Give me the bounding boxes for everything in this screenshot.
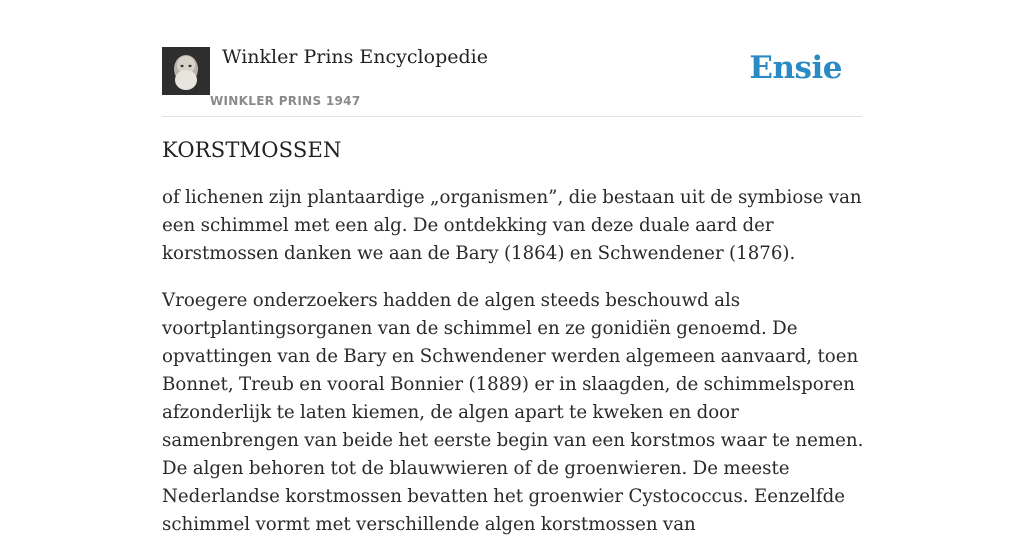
site-title[interactable]: Winkler Prins Encyclopedie <box>222 46 488 68</box>
article-paragraph: of lichenen zijn plantaardige „organismen”, die bestaan uit de symbiose van een schimmel met een alg. De ontdekking van deze duale aard der korstmossen danken we aan de Bary (1864) en Schwendener (1876). <box>162 187 862 264</box>
bearded-man-portrait-icon <box>162 47 210 95</box>
brand-logo[interactable]: Ensie <box>749 50 842 86</box>
article-paragraph: Vroegere onderzoekers hadden de algen steeds beschouwd als voortplantingsorganen van de schimmel en ze gonidiën genoemd. De opvattingen van de Bary en Schwendener werden algemeen aanvaard, toen Bonnet, Treub en vooral Bonnier (1889) er in slaagden, de schimmelsporen afzonderlijk te laten kiemen, de algen apart te kweken en door samenbrengen van beide het eerste begin van een korstmos waar te nemen. De algen behoren tot de blauwwieren of de groenwieren. De meeste Nederlandse korstmossen bevatten het groenwier Cystococcus. Eenzelfde schimmel vormt met verschillende algen korstmossen van <box>162 290 864 535</box>
site-header <box>162 40 862 117</box>
avatar[interactable] <box>162 47 210 95</box>
article <box>162 138 864 558</box>
site-subtitle: WINKLER PRINS 1947 <box>210 94 361 108</box>
article-title: KORSTMOSSEN <box>162 138 342 162</box>
